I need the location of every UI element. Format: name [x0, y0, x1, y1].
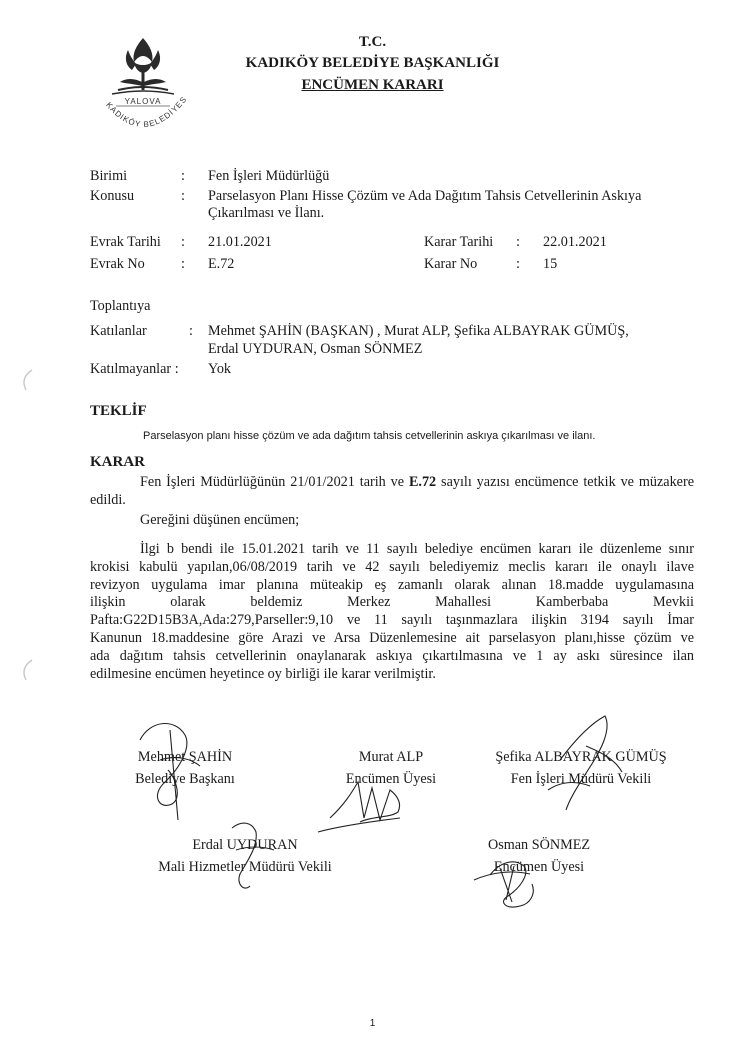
signature-title: Belediye Başkanı [135, 771, 235, 787]
signature-name: Erdal UYDURAN [192, 837, 298, 853]
karar-paragraph-2: Gereğini düşünen encümen; [140, 512, 300, 528]
teklif-text: Parselasyon planı hisse çözüm ve ada dağıtım tahsis cetvellerinin askıya çıkarılması ve ilanı. [143, 430, 596, 442]
katilanlar-colon: : [189, 323, 193, 339]
karar-no-colon: : [516, 256, 520, 272]
katilanlar-label: Katılanlar [90, 323, 147, 339]
handwritten-signatures [0, 700, 745, 930]
karar-no-value: 15 [543, 256, 558, 272]
karar-p1-text-a: Fen İşleri Müdürlüğünün 21/01/2021 tarih ve [140, 474, 409, 490]
karar-p1-text-b: sayılı yazısı encümence tetkik ve müzakere edildi. [90, 474, 694, 508]
signature-scribble-baskan [140, 724, 187, 806]
signature-title: Encümen Üyesi [345, 771, 437, 787]
konusu-colon: : [181, 188, 185, 204]
katilmayanlar-label: Katılmayanlar : [90, 361, 179, 377]
birimi-value: Fen İşleri Müdürlüğü [208, 168, 330, 184]
karar-tarihi-colon: : [516, 234, 520, 250]
karar-p3-line: edilmesine encümen heyetince oy birliği ile karar verilmiştir. [90, 665, 436, 682]
karar-tarihi-label: Karar Tarihi [424, 234, 494, 250]
signature-title: Mali Hizmetler Müdürü Vekili [158, 859, 332, 875]
evrak-tarihi-label: Evrak Tarihi [90, 234, 161, 250]
signature-name: Murat ALP [358, 749, 424, 765]
header-tc: T.C. [358, 34, 387, 50]
signature-name: Mehmet ŞAHİN [137, 749, 233, 765]
evrak-no-colon: : [181, 256, 185, 272]
konusu-line-1: Parselasyon Planı Hisse Çözüm ve Ada Dağıtım Tahsis Cetvellerinin Askıya [208, 188, 642, 204]
signature-title: Fen İşleri Müdürü Vekili [510, 771, 652, 787]
page-number: 1 [369, 1018, 376, 1029]
birimi-label: Birimi [90, 168, 128, 184]
karar-p3-line: İlgi b bendi ile 15.01.2021 tarih ve 11 sayılı belediye encümen kararı ile düzenleme sınır [140, 541, 694, 557]
katilmayanlar-value: Yok [208, 361, 232, 377]
katilanlar-line-1: Mehmet ŞAHİN (BAŞKAN) , Murat ALP, Şefika ALBAYRAK GÜMÜŞ, [208, 323, 629, 339]
signature-title: Encümen Üyesi [493, 859, 585, 875]
karar-tarihi-value: 22.01.2021 [543, 234, 607, 250]
konusu-label: Konusu [90, 188, 135, 204]
teklif-heading: TEKLİF [90, 403, 147, 419]
header-municipality: KADIKÖY BELEDİYE BAŞKANLIĞI [245, 55, 500, 71]
karar-p3-line: revizyon uygulama imar planına müteakip eş zamanlı olarak alınan 18.madde uygulamasına [90, 576, 694, 593]
evrak-no-label: Evrak No [90, 256, 145, 272]
header-doc-type: ENCÜMEN KARARI [301, 77, 444, 93]
karar-heading: KARAR [90, 454, 145, 470]
signature-scribble-alp [318, 782, 400, 832]
karar-paragraph-3 [90, 541, 694, 683]
karar-p3-line: Pafta:G22D15B3A,Ada:279,Parseller:9,10 ve 11 sayılı taşınmazlara ilişkin 3194 sayılı İmar [90, 612, 694, 629]
karar-p3-line: ilişkin olarak beldemiz Merkez Mahallesi Kamberbaba Mevkii [90, 594, 694, 611]
signature-name: Şefika ALBAYRAK GÜMÜŞ [495, 749, 667, 765]
karar-p3-line: ada dağıtım tahsis cetvellerinin onaylanarak askıya çıkartılmasına ve 1 ay askı süresince ilan [90, 647, 694, 664]
birimi-colon: : [181, 168, 185, 184]
katilanlar-line-2: Erdal UYDURAN, Osman SÖNMEZ [208, 341, 423, 357]
evrak-tarihi-value: 21.01.2021 [208, 234, 272, 250]
signature-scribble-mali [232, 823, 256, 888]
signature-scribble-fen [560, 716, 622, 810]
toplanti-label: Toplantıya [90, 298, 151, 314]
signature-scribble-sonmez [474, 862, 533, 907]
karar-paragraph-1 [90, 474, 694, 510]
signature-name: Osman SÖNMEZ [487, 837, 591, 853]
logo-arc-text: KADIKÖY BELEDİYES [104, 94, 189, 130]
evrak-tarihi-colon: : [181, 234, 185, 250]
evrak-no-value: E.72 [208, 256, 235, 272]
karar-p3-line: Kanunun 18.maddesine göre Arazi ve Arsa Düzenlemesine ait parselasyon planı,hisse çözüm ve [90, 629, 694, 646]
logo-top-text: YALOVA [124, 97, 162, 106]
karar-p1-bold: E.72 [408, 474, 437, 490]
konusu-line-2: Çıkarılması ve İlanı. [208, 205, 325, 221]
karar-no-label: Karar No [424, 256, 478, 272]
punch-hole-marks [10, 360, 40, 700]
karar-p3-line: krokisi kabulü yapılan,06/08/2019 tarih ve 42 sayılı belediyemiz meclis kararı ile onaylı ilave [90, 558, 694, 575]
